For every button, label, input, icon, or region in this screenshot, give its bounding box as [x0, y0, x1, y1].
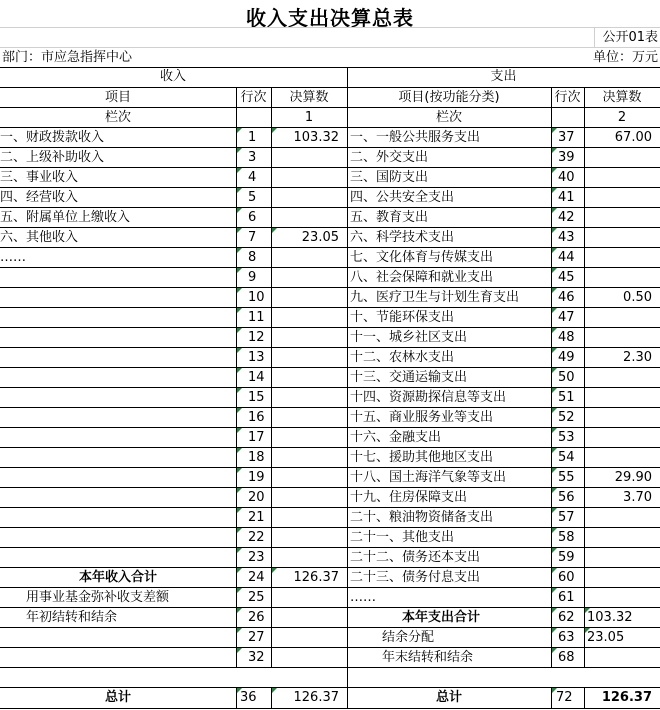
cell-indicator-icon [552, 628, 557, 633]
income-item: 年初结转和结余 [26, 610, 118, 625]
income-line-no: 13 [248, 350, 265, 365]
cell-indicator-icon [237, 368, 242, 373]
expense-item: 三、国防支出 [350, 170, 429, 185]
expense-line-no: 39 [558, 150, 575, 165]
cell-indicator-icon [237, 328, 242, 333]
expense-item: 六、科学技术支出 [350, 230, 455, 245]
cell-indicator-icon [552, 388, 557, 393]
cell-indicator-icon [237, 248, 242, 253]
total-right-label: 总计 [435, 690, 462, 705]
income-item: 一、财政拨款收入 [0, 130, 105, 145]
income-line-no: 20 [248, 490, 265, 505]
cell-indicator-icon [237, 608, 242, 613]
income-line-no: 1 [248, 130, 257, 145]
expense-line-no: 51 [558, 390, 575, 405]
col-header-line2: 行次 [554, 90, 581, 105]
cell-indicator-icon [552, 408, 557, 413]
cell-indicator-icon [237, 528, 242, 533]
total-left-line: 36 [240, 690, 257, 705]
spacer-band [0, 668, 660, 687]
cell-indicator-icon [237, 648, 242, 653]
expense-header: 支出 [490, 69, 517, 84]
cell-indicator-icon [552, 308, 557, 313]
expense-line-no: 49 [558, 350, 575, 365]
cell-indicator-icon [237, 188, 242, 193]
col-header-amount: 决算数 [289, 90, 329, 105]
expense-item: 年末结转和结余 [382, 650, 474, 665]
expense-item: 十五、商业服务业等支出 [350, 410, 494, 425]
expense-line-no: 62 [558, 610, 575, 625]
expense-line-no: 59 [558, 550, 575, 565]
income-line-no: 19 [248, 470, 265, 485]
cell-indicator-icon [552, 128, 557, 133]
lanci-right-label: 栏次 [435, 110, 462, 125]
income-line-no: 12 [248, 330, 265, 345]
cell-indicator-icon [237, 228, 242, 233]
cell-indicator-icon [552, 228, 557, 233]
expense-amount: 23.05 [587, 630, 625, 645]
income-line-no: 22 [248, 530, 265, 545]
income-line-no: 21 [248, 510, 265, 525]
cell-indicator-icon [237, 388, 242, 393]
expense-item: 十八、国土海洋气象等支出 [350, 470, 507, 485]
cell-indicator-icon [237, 628, 242, 633]
income-amount: 23.05 [301, 230, 339, 245]
expense-item: 二十一、其他支出 [350, 530, 455, 545]
income-line-no: 11 [248, 310, 265, 325]
income-line-no: 26 [248, 610, 265, 625]
total-right-line: 72 [556, 690, 573, 705]
cell-indicator-icon [552, 448, 557, 453]
income-amount: 126.37 [293, 570, 339, 585]
expense-item: 九、医疗卫生与计划生育支出 [350, 290, 520, 305]
col-header-item-func: 项目(按功能分类) [398, 90, 500, 105]
cell-indicator-icon [552, 328, 557, 333]
cell-indicator-icon [552, 528, 557, 533]
cell-indicator-icon [552, 568, 557, 573]
expense-line-no: 45 [558, 270, 575, 285]
expense-line-no: 63 [558, 630, 575, 645]
cell-indicator-icon [552, 368, 557, 373]
cell-indicator-icon [272, 128, 277, 133]
expense-line-no: 42 [558, 210, 575, 225]
expense-amount: 29.90 [614, 470, 652, 485]
cell-indicator-icon [237, 308, 242, 313]
expense-line-no: 58 [558, 530, 575, 545]
cell-indicator-icon [272, 688, 277, 693]
income-header: 收入 [159, 69, 186, 84]
expense-item: 一、一般公共服务支出 [350, 130, 481, 145]
col-header-line: 行次 [240, 90, 267, 105]
income-item: 六、其他收入 [0, 230, 79, 245]
cell-indicator-icon [552, 428, 557, 433]
income-line-no: 15 [248, 390, 265, 405]
cell-indicator-icon [237, 448, 242, 453]
expense-line-no: 54 [558, 450, 575, 465]
income-line-no: 25 [248, 590, 265, 605]
department-label: 部门：市应急指挥中心 [2, 50, 133, 65]
expense-item: 七、文化体育与传媒支出 [350, 250, 494, 265]
form-code: 公开01表 [602, 30, 658, 45]
expense-line-no: 61 [558, 590, 575, 605]
cell-indicator-icon [237, 488, 242, 493]
cell-indicator-icon [237, 568, 242, 573]
expense-line-no: 56 [558, 490, 575, 505]
cell-indicator-icon [552, 688, 557, 693]
cell-indicator-icon [552, 548, 557, 553]
cell-indicator-icon [552, 608, 557, 613]
income-line-no: 24 [248, 570, 265, 585]
cell-indicator-icon [552, 348, 557, 353]
expense-item: 十七、援助其他地区支出 [350, 450, 494, 465]
expense-amount: 103.32 [587, 610, 633, 625]
cell-indicator-icon [552, 168, 557, 173]
expense-item: 二十、粮油物资储备支出 [350, 510, 494, 525]
expense-line-no: 46 [558, 290, 575, 305]
expense-amount: 2.30 [623, 350, 652, 365]
income-item: 三、事业收入 [0, 170, 79, 185]
cell-indicator-icon [552, 208, 557, 213]
expense-line-no: 60 [558, 570, 575, 585]
cell-indicator-icon [237, 548, 242, 553]
expense-item: 十、节能环保支出 [350, 310, 455, 325]
income-line-no: 23 [248, 550, 265, 565]
expense-item: 十六、金融支出 [350, 430, 442, 445]
expense-line-no: 53 [558, 430, 575, 445]
income-line-no: 16 [248, 410, 265, 425]
expense-amount: 3.70 [623, 490, 652, 505]
income-item: 本年收入合计 [78, 570, 157, 585]
income-line-no: 10 [248, 290, 265, 305]
income-line-no: 3 [248, 150, 257, 165]
col-header-item: 项目 [104, 90, 131, 105]
cell-indicator-icon [237, 408, 242, 413]
income-line-no: 17 [248, 430, 265, 445]
expense-amount: 0.50 [623, 290, 652, 305]
income-item: …… [0, 250, 26, 265]
total-right-amount: 126.37 [601, 690, 652, 705]
cell-indicator-icon [237, 688, 242, 693]
income-line-no: 6 [248, 210, 257, 225]
cell-indicator-icon [237, 508, 242, 513]
expense-line-no: 41 [558, 190, 575, 205]
income-item: 五、附属单位上缴收入 [0, 210, 131, 225]
total-left-amount: 126.37 [293, 690, 339, 705]
expense-item: 结余分配 [382, 630, 435, 645]
expense-line-no: 44 [558, 250, 575, 265]
expense-line-no: 48 [558, 330, 575, 345]
income-line-no: 4 [248, 170, 257, 185]
expense-amount: 67.00 [614, 130, 652, 145]
expense-line-no: 40 [558, 170, 575, 185]
expense-item: 十二、农林水支出 [350, 350, 455, 365]
expense-line-no: 43 [558, 230, 575, 245]
cell-indicator-icon [237, 288, 242, 293]
income-item: 用事业基金弥补收支差额 [26, 590, 170, 605]
cell-indicator-icon [237, 168, 242, 173]
income-line-no: 32 [248, 650, 265, 665]
cell-indicator-icon [552, 488, 557, 493]
cell-indicator-icon [237, 148, 242, 153]
cell-indicator-icon [237, 428, 242, 433]
cell-indicator-icon [237, 128, 242, 133]
cell-indicator-icon [552, 588, 557, 593]
income-amount: 103.32 [293, 130, 339, 145]
cell-indicator-icon [585, 628, 590, 633]
cell-indicator-icon [552, 248, 557, 253]
income-item: 四、经营收入 [0, 190, 79, 205]
cell-indicator-icon [552, 288, 557, 293]
expense-line-no: 57 [558, 510, 575, 525]
cell-indicator-icon [552, 648, 557, 653]
income-line-no: 8 [248, 250, 257, 265]
expense-line-no: 68 [558, 650, 575, 665]
expense-item: 二十三、债务付息支出 [350, 570, 481, 585]
expense-item: 十一、城乡社区支出 [350, 330, 468, 345]
expense-item: 二十二、债务还本支出 [350, 550, 481, 565]
expense-line-no: 47 [558, 310, 575, 325]
unit-label: 单位：万元 [592, 50, 658, 65]
cell-indicator-icon [552, 508, 557, 513]
cell-indicator-icon [552, 188, 557, 193]
income-line-no: 14 [248, 370, 265, 385]
income-line-no: 27 [248, 630, 265, 645]
cell-indicator-icon [552, 268, 557, 273]
total-left-label: 总计 [104, 690, 131, 705]
cell-indicator-icon [585, 608, 590, 613]
income-line-no: 7 [248, 230, 257, 245]
cell-indicator-icon [272, 568, 277, 573]
expense-item: 十四、资源勘探信息等支出 [350, 390, 507, 405]
expense-line-no: 55 [558, 470, 575, 485]
col-header-amount2: 决算数 [602, 90, 642, 105]
income-line-no: 5 [248, 190, 257, 205]
cell-indicator-icon [552, 468, 557, 473]
cell-indicator-icon [272, 228, 277, 233]
cell-indicator-icon [237, 268, 242, 273]
expense-item: 五、教育支出 [350, 210, 429, 225]
cell-indicator-icon [237, 588, 242, 593]
cell-indicator-icon [237, 468, 242, 473]
lanci-left-value: 1 [304, 110, 314, 125]
cell-indicator-icon [237, 348, 242, 353]
expense-item: 四、公共安全支出 [350, 190, 455, 205]
cell-indicator-icon [552, 148, 557, 153]
lanci-right-value: 2 [617, 110, 627, 125]
expense-item: …… [350, 590, 376, 605]
income-line-no: 18 [248, 450, 265, 465]
expense-line-no: 52 [558, 410, 575, 425]
expense-item: 本年支出合计 [402, 610, 481, 625]
expense-item: 二、外交支出 [350, 150, 429, 165]
expense-item: 八、社会保障和就业支出 [350, 270, 494, 285]
expense-line-no: 37 [558, 130, 575, 145]
expense-item: 十三、交通运输支出 [350, 370, 468, 385]
income-item: 二、上级补助收入 [0, 150, 105, 165]
expense-line-no: 50 [558, 370, 575, 385]
cell-indicator-icon [237, 208, 242, 213]
expense-item: 十九、住房保障支出 [350, 490, 468, 505]
report-title: 收入支出决算总表 [246, 6, 414, 30]
income-line-no: 9 [248, 270, 257, 285]
lanci-left-label: 栏次 [104, 110, 131, 125]
